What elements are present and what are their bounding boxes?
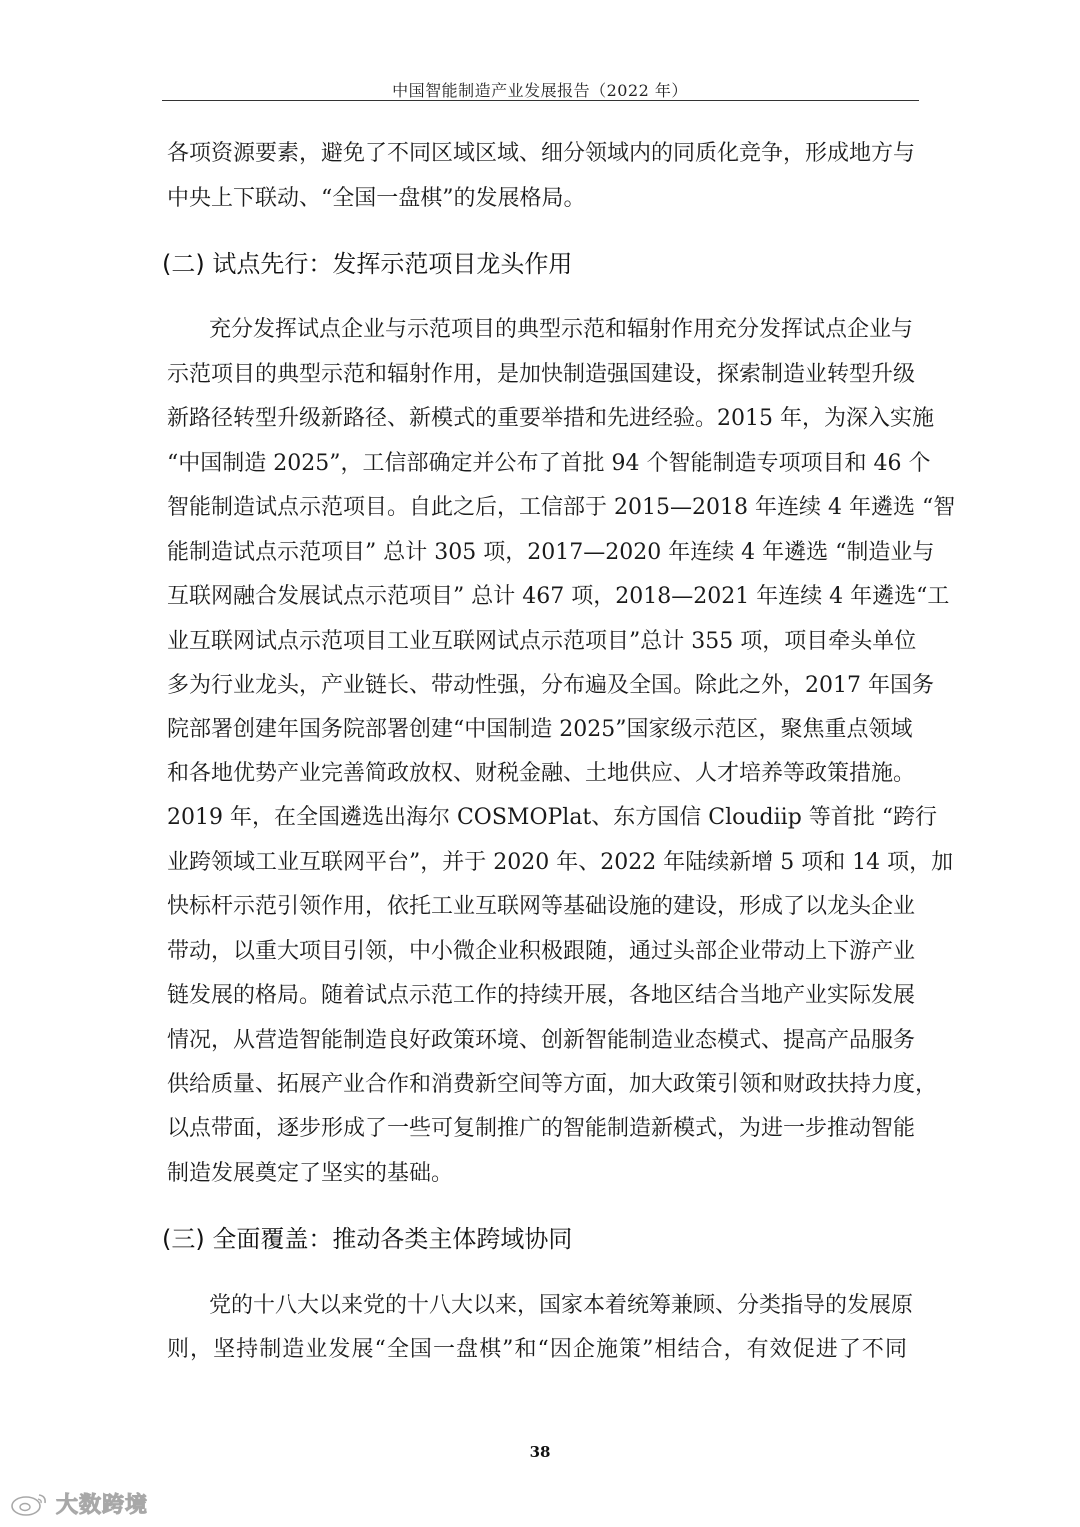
- text-line: 和各地优势产业完善简政放权、财税金融、土地供应、人才培养等政策措施。: [167, 761, 916, 786]
- page-number: 38: [529, 1443, 551, 1461]
- text-line: 智能制造试点示范项目。自此之后，工信部于 2015—2018 年连续 4 年遴选 “智: [167, 495, 956, 520]
- text-line: 新路径转型升级新路径、新模式的重要举措和先进经验。2015 年，为深入实施: [167, 406, 934, 431]
- text-line: 党的十八大以来党的十八大以来，国家本着统筹兼顾、分类指导的发展原: [209, 1293, 914, 1318]
- header-rule: [162, 100, 919, 101]
- text-line: 供给质量、拓展产业合作和消费新空间等方面，加大政策引领和财政扶持力度，: [167, 1072, 938, 1097]
- watermark: [10, 1488, 148, 1519]
- text-line: 业互联网试点示范项目工业互联网试点示范项目”总计 355 项，项目牵头单位: [167, 629, 917, 654]
- running-header: 中国智能制造产业发展报告（2022 年）: [392, 81, 688, 100]
- text-line: 链发展的格局。随着试点示范工作的持续开展，各地区结合当地产业实际发展: [167, 983, 916, 1008]
- text-line: 院部署创建年国务院部署创建“中国制造 2025”国家级示范区，聚焦重点领域: [167, 717, 913, 742]
- text-line: 则，坚持制造业发展“全国一盘棋”和“因企施策”相结合，有效促进了不同: [167, 1337, 907, 1362]
- text-line: 2019 年，在全国遴选出海尔 COSMOPlat、东方国信 Cloudiip 等首批 “跨行: [167, 805, 938, 830]
- section-heading-3: (三) 全面覆盖：推动各类主体跨域协同: [162, 1225, 573, 1253]
- text-line: 各项资源要素，避免了不同区域区域、细分领域内的同质化竞争，形成地方与: [167, 141, 916, 166]
- text-line: 充分发挥试点企业与示范项目的典型示范和辐射作用充分发挥试点企业与: [209, 317, 914, 342]
- text-line: 多为行业龙头，产业链长、带动性强，分布遍及全国。除此之外，2017 年国务: [167, 673, 934, 698]
- text-line: “中国制造 2025”，工信部确定并公布了首批 94 个智能制造专项项目和 46 个: [167, 451, 931, 476]
- weibo-logo-icon: [10, 1491, 50, 1517]
- watermark-text: 大数跨境: [56, 1493, 149, 1518]
- text-line: 互联网融合发展试点示范项目” 总计 467 项，2018—2021 年连续 4 年遴选“工: [167, 584, 950, 609]
- text-line: 快标杆示范引领作用，依托工业互联网等基础设施的建设，形成了以龙头企业: [167, 894, 916, 919]
- text-line: 业跨领域工业互联网平台”，并于 2020 年、2022 年陆续新增 5 项和 14 项，加: [167, 850, 954, 875]
- text-line: 情况，从营造智能制造良好政策环境、创新智能制造业态模式、提高产品服务: [167, 1028, 916, 1053]
- section-heading-2: (二) 试点先行：发挥示范项目龙头作用: [162, 250, 573, 278]
- text-line: 带动，以重大项目引领，中小微企业积极跟随，通过头部企业带动上下游产业: [167, 939, 916, 964]
- text-line: 以点带面，逐步形成了一些可复制推广的智能制造新模式，为进一步推动智能: [167, 1116, 916, 1141]
- text-line: 制造发展奠定了坚实的基础。: [167, 1161, 454, 1186]
- text-line: 中央上下联动、“全国一盘棋”的发展格局。: [167, 186, 586, 211]
- text-line: 能制造试点示范项目” 总计 305 项，2017—2020 年连续 4 年遴选 “制造业与: [167, 540, 935, 565]
- text-line: 示范项目的典型示范和辐射作用，是加快制造强国建设，探索制造业转型升级: [167, 362, 916, 387]
